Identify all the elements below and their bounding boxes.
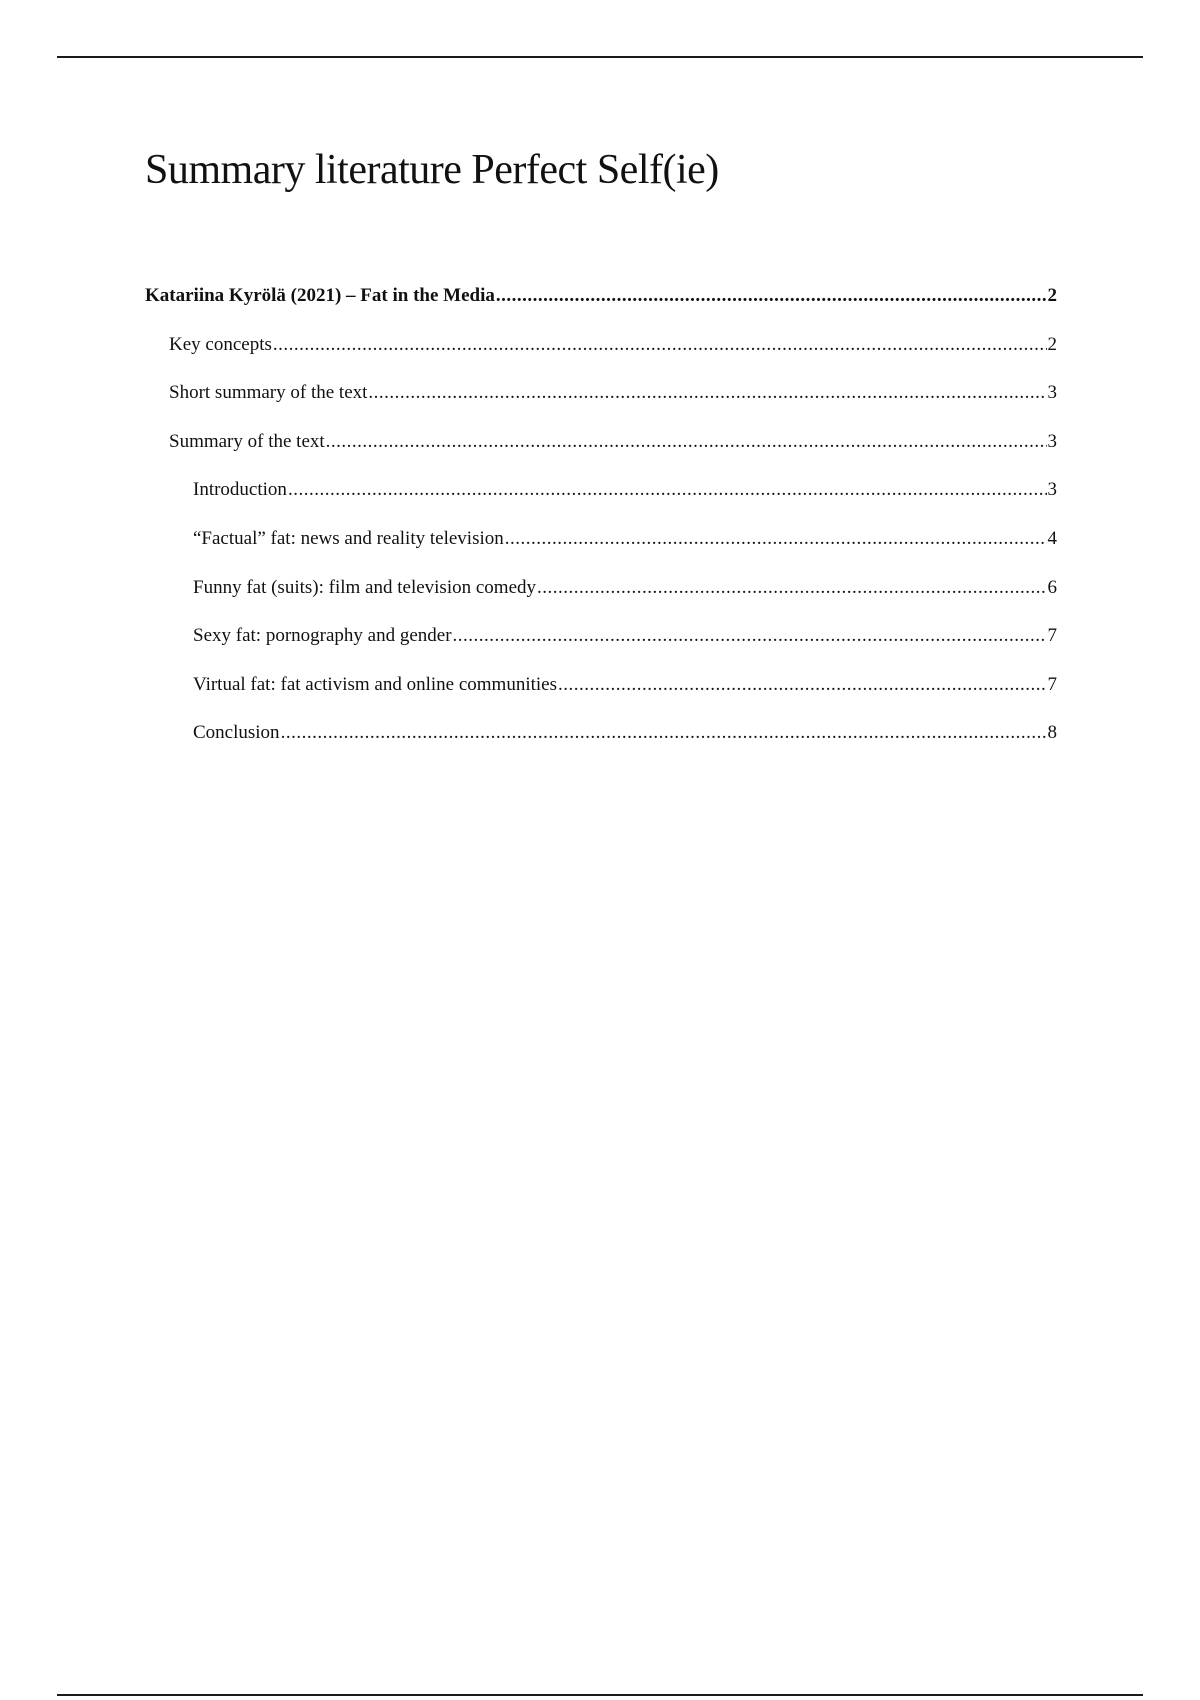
toc-dot-leader [326, 426, 1047, 458]
toc-entry-label: Summary of the text [169, 430, 325, 452]
toc-dot-leader [273, 329, 1047, 361]
toc-entry-label: Sexy fat: pornography and gender [193, 625, 452, 647]
toc-entry[interactable] [145, 620, 1057, 652]
toc-entry[interactable] [145, 329, 1057, 361]
toc-page-number: 6 [1047, 576, 1057, 598]
toc-entry[interactable] [145, 280, 1057, 312]
toc-entry-label: Short summary of the text [169, 382, 368, 404]
toc-entry[interactable] [145, 426, 1057, 458]
toc-page-number: 4 [1047, 527, 1057, 549]
toc-entry-label: “Factual” fat: news and reality television [193, 527, 504, 549]
toc-page-number: 7 [1047, 673, 1057, 695]
page-bottom-rule [57, 1694, 1143, 1696]
toc-page-number: 7 [1047, 625, 1057, 647]
toc-dot-leader [453, 620, 1047, 652]
toc-page-number: 3 [1047, 479, 1057, 501]
toc-dot-leader [537, 572, 1046, 604]
toc-entry[interactable] [145, 717, 1057, 749]
toc-page-number: 3 [1047, 382, 1057, 404]
toc-dot-leader [558, 669, 1047, 701]
toc-dot-leader [281, 717, 1047, 749]
toc-entry[interactable] [145, 474, 1057, 506]
toc-entry-label: Virtual fat: fat activism and online communities [193, 673, 557, 695]
toc-page-number: 2 [1047, 285, 1057, 306]
table-of-contents [145, 280, 1057, 749]
document-title: Summary literature Perfect Self(ie) [145, 147, 719, 193]
toc-dot-leader [368, 377, 1046, 409]
toc-entry[interactable] [145, 377, 1057, 409]
toc-entry-label: Key concepts [169, 333, 272, 355]
toc-dot-leader [496, 280, 1047, 312]
toc-entry-label: Introduction [193, 479, 287, 501]
toc-page-number: 8 [1047, 722, 1057, 744]
toc-entry[interactable] [145, 669, 1057, 701]
toc-entry-label: Conclusion [193, 722, 280, 744]
toc-entry[interactable] [145, 572, 1057, 604]
page-top-rule [57, 56, 1143, 58]
toc-entry[interactable] [145, 523, 1057, 555]
toc-page-number: 3 [1047, 430, 1057, 452]
toc-entry-label: Funny fat (suits): film and television comedy [193, 576, 537, 598]
toc-page-number: 2 [1047, 333, 1057, 355]
toc-entry-label: Katariina Kyrölä (2021) – Fat in the Media [145, 285, 495, 306]
toc-dot-leader [505, 523, 1047, 555]
toc-dot-leader [288, 474, 1047, 506]
